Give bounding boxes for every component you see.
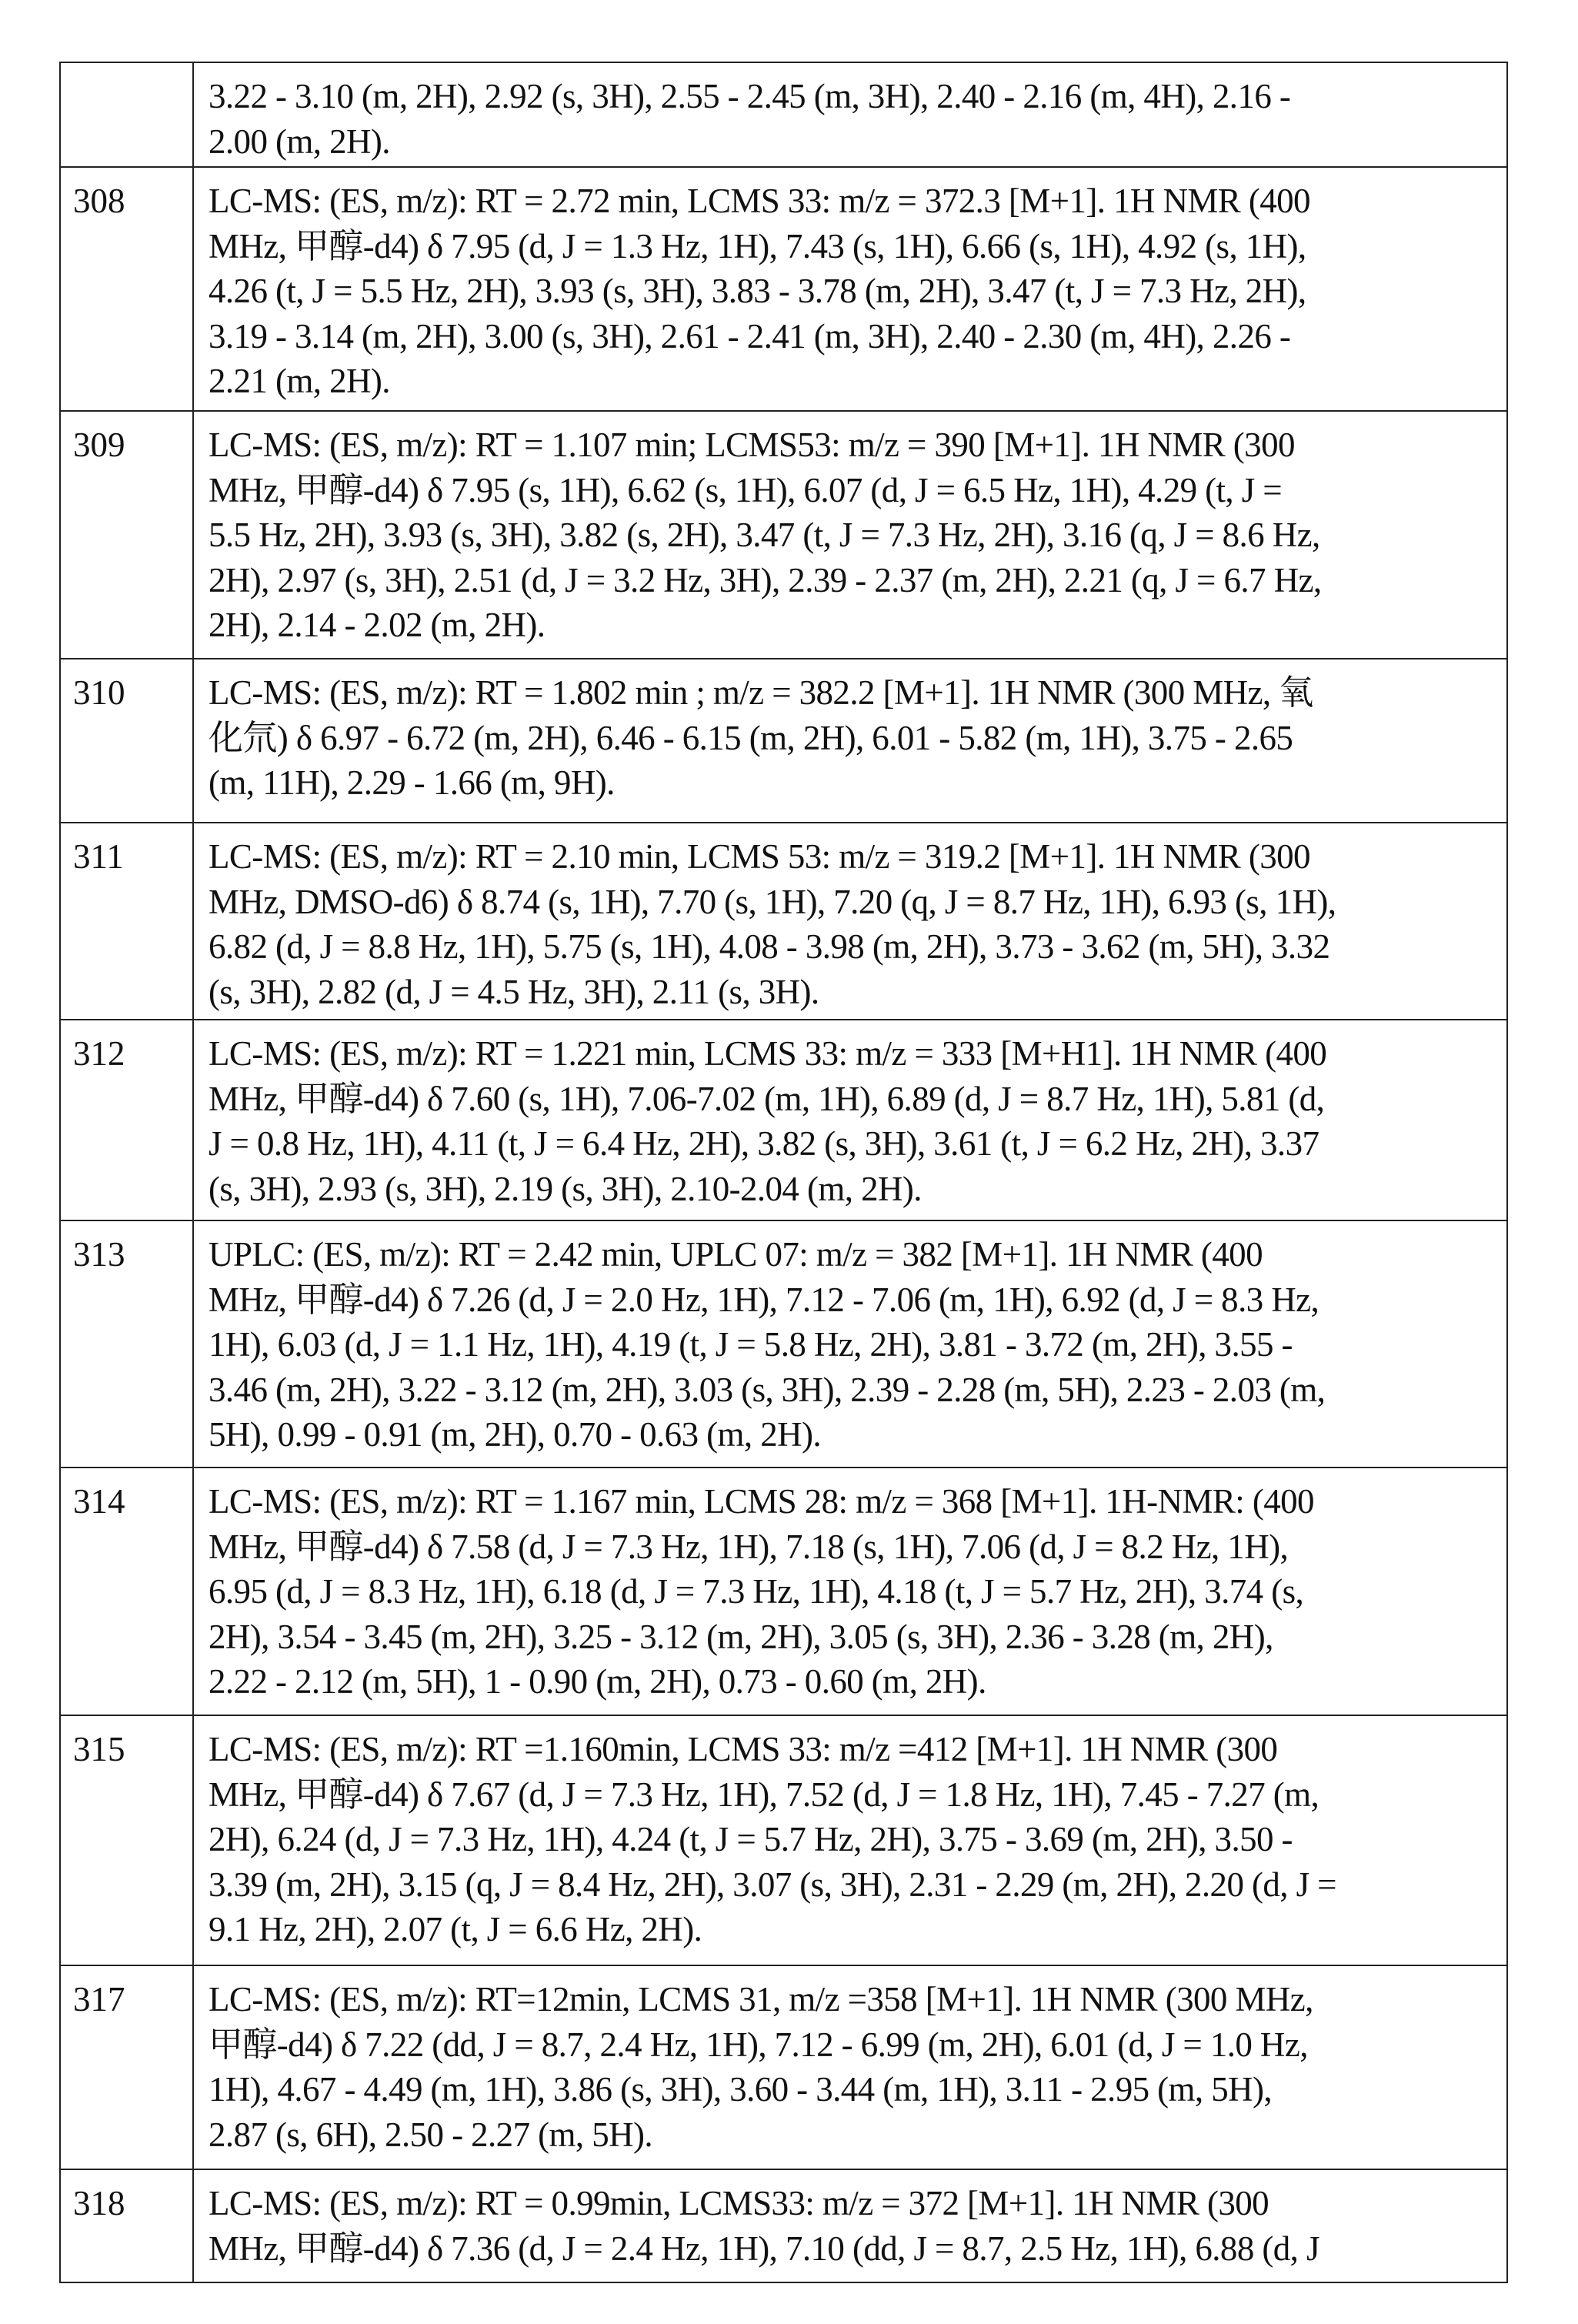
text-line: 5.5 Hz, 2H), 3.93 (s, 3H), 3.82 (s, 2H), 3.47 (t, J = 7.3 Hz, 2H), 3.16 (q, J = 8.6 Hz, <box>209 513 1499 558</box>
text-line: MHz, 甲醇-d4) δ 7.95 (d, J = 1.3 Hz, 1H), 7.43 (s, 1H), 6.66 (s, 1H), 4.92 (s, 1H), <box>209 224 1499 269</box>
compound-number: 317 <box>60 1965 193 2169</box>
table-body <box>60 62 1507 2282</box>
text-line: LC-MS: (ES, m/z): RT = 1.802 min ; m/z = 382.2 [M+1]. 1H NMR (300 MHz, 氧 <box>209 670 1499 716</box>
compound-number: 310 <box>60 659 193 823</box>
table-row <box>60 167 1507 411</box>
text-line: 2.22 - 2.12 (m, 5H), 1 - 0.90 (m, 2H), 0.73 - 0.60 (m, 2H). <box>209 1659 1499 1705</box>
text-line: MHz, 甲醇-d4) δ 7.36 (d, J = 2.4 Hz, 1H), 7.10 (dd, J = 8.7, 2.5 Hz, 1H), 6.88 (d, J <box>209 2226 1499 2272</box>
analytical-data-cell <box>193 1965 1507 2169</box>
analytical-data-cell <box>193 411 1507 659</box>
text-line: 6.82 (d, J = 8.8 Hz, 1H), 5.75 (s, 1H), 4.08 - 3.98 (m, 2H), 3.73 - 3.62 (m, 5H), 3.32 <box>209 924 1499 970</box>
text-line: 化氘) δ 6.97 - 6.72 (m, 2H), 6.46 - 6.15 (m, 2H), 6.01 - 5.82 (m, 1H), 3.75 - 2.65 <box>209 716 1499 761</box>
text-line: 2H), 2.14 - 2.02 (m, 2H). <box>209 603 1499 648</box>
analytical-data-cell <box>193 62 1507 167</box>
analytical-data-cell <box>193 1715 1507 1965</box>
compound-number: 315 <box>60 1715 193 1965</box>
analytical-data-cell <box>193 2169 1507 2282</box>
text-line: 3.19 - 3.14 (m, 2H), 3.00 (s, 3H), 2.61 - 2.41 (m, 3H), 2.40 - 2.30 (m, 4H), 2.26 - <box>209 314 1499 359</box>
text-line: LC-MS: (ES, m/z): RT=12min, LCMS 31, m/z =358 [M+1]. 1H NMR (300 MHz, <box>209 1977 1499 2022</box>
text-line: 3.46 (m, 2H), 3.22 - 3.12 (m, 2H), 3.03 (s, 3H), 2.39 - 2.28 (m, 5H), 2.23 - 2.03 (m, <box>209 1367 1499 1413</box>
analytical-data-cell <box>193 167 1507 411</box>
text-line: MHz, DMSO-d6) δ 8.74 (s, 1H), 7.70 (s, 1H), 7.20 (q, J = 8.7 Hz, 1H), 6.93 (s, 1H), <box>209 880 1499 925</box>
compound-number: 311 <box>60 823 193 1020</box>
text-line: LC-MS: (ES, m/z): RT = 2.10 min, LCMS 53: m/z = 319.2 [M+1]. 1H NMR (300 <box>209 834 1499 880</box>
table-row <box>60 1468 1507 1715</box>
text-line: 3.22 - 3.10 (m, 2H), 2.92 (s, 3H), 2.55 - 2.45 (m, 3H), 2.40 - 2.16 (m, 4H), 2.16 - <box>209 74 1499 119</box>
analytical-data-cell <box>193 1468 1507 1715</box>
text-line: 9.1 Hz, 2H), 2.07 (t, J = 6.6 Hz, 2H). <box>209 1907 1499 1952</box>
text-line: 2.00 (m, 2H). <box>209 119 1499 165</box>
text-line: 2H), 2.97 (s, 3H), 2.51 (d, J = 3.2 Hz, 3H), 2.39 - 2.37 (m, 2H), 2.21 (q, J = 6.7 Hz, <box>209 558 1499 603</box>
table-row <box>60 62 1507 167</box>
text-line: LC-MS: (ES, m/z): RT =1.160min, LCMS 33: m/z =412 [M+1]. 1H NMR (300 <box>209 1727 1499 1772</box>
compound-number: 312 <box>60 1020 193 1220</box>
text-line: LC-MS: (ES, m/z): RT = 2.72 min, LCMS 33: m/z = 372.3 [M+1]. 1H NMR (400 <box>209 179 1499 224</box>
text-line: MHz, 甲醇-d4) δ 7.26 (d, J = 2.0 Hz, 1H), 7.12 - 7.06 (m, 1H), 6.92 (d, J = 8.3 Hz, <box>209 1277 1499 1323</box>
compound-number: 313 <box>60 1220 193 1468</box>
compound-number: 318 <box>60 2169 193 2282</box>
analytical-data-cell <box>193 1220 1507 1468</box>
compound-number: 314 <box>60 1468 193 1715</box>
text-line: LC-MS: (ES, m/z): RT = 0.99min, LCMS33: m/z = 372 [M+1]. 1H NMR (300 <box>209 2181 1499 2226</box>
text-line: 5H), 0.99 - 0.91 (m, 2H), 0.70 - 0.63 (m, 2H). <box>209 1412 1499 1458</box>
table-row <box>60 1965 1507 2169</box>
text-line: 1H), 4.67 - 4.49 (m, 1H), 3.86 (s, 3H), 3.60 - 3.44 (m, 1H), 3.11 - 2.95 (m, 5H), <box>209 2067 1499 2112</box>
table-row <box>60 1020 1507 1220</box>
text-line: 3.39 (m, 2H), 3.15 (q, J = 8.4 Hz, 2H), 3.07 (s, 3H), 2.31 - 2.29 (m, 2H), 2.20 (d, J = <box>209 1862 1499 1908</box>
text-line: MHz, 甲醇-d4) δ 7.60 (s, 1H), 7.06-7.02 (m, 1H), 6.89 (d, J = 8.7 Hz, 1H), 5.81 (d, <box>209 1077 1499 1122</box>
text-line: 2H), 6.24 (d, J = 7.3 Hz, 1H), 4.24 (t, J = 5.7 Hz, 2H), 3.75 - 3.69 (m, 2H), 3.50 - <box>209 1817 1499 1862</box>
nmr-data-table <box>59 62 1508 2283</box>
table-row <box>60 411 1507 659</box>
text-line: (s, 3H), 2.82 (d, J = 4.5 Hz, 3H), 2.11 (s, 3H). <box>209 970 1499 1015</box>
text-line: 6.95 (d, J = 8.3 Hz, 1H), 6.18 (d, J = 7.3 Hz, 1H), 4.18 (t, J = 5.7 Hz, 2H), 3.74 (s, <box>209 1569 1499 1614</box>
text-line: 2H), 3.54 - 3.45 (m, 2H), 3.25 - 3.12 (m, 2H), 3.05 (s, 3H), 2.36 - 3.28 (m, 2H), <box>209 1614 1499 1660</box>
text-line: MHz, 甲醇-d4) δ 7.58 (d, J = 7.3 Hz, 1H), 7.18 (s, 1H), 7.06 (d, J = 8.2 Hz, 1H), <box>209 1524 1499 1570</box>
table-row <box>60 659 1507 823</box>
table-row <box>60 1715 1507 1965</box>
text-line: LC-MS: (ES, m/z): RT = 1.167 min, LCMS 28: m/z = 368 [M+1]. 1H-NMR: (400 <box>209 1479 1499 1524</box>
text-line: J = 0.8 Hz, 1H), 4.11 (t, J = 6.4 Hz, 2H), 3.82 (s, 3H), 3.61 (t, J = 6.2 Hz, 2H), 3.37 <box>209 1121 1499 1167</box>
text-line: (s, 3H), 2.93 (s, 3H), 2.19 (s, 3H), 2.10-2.04 (m, 2H). <box>209 1167 1499 1212</box>
text-line: 2.87 (s, 6H), 2.50 - 2.27 (m, 5H). <box>209 2112 1499 2158</box>
text-line: UPLC: (ES, m/z): RT = 2.42 min, UPLC 07: m/z = 382 [M+1]. 1H NMR (400 <box>209 1232 1499 1277</box>
table-row <box>60 823 1507 1020</box>
text-line: MHz, 甲醇-d4) δ 7.95 (s, 1H), 6.62 (s, 1H), 6.07 (d, J = 6.5 Hz, 1H), 4.29 (t, J = <box>209 468 1499 513</box>
compound-number: 309 <box>60 411 193 659</box>
text-line: MHz, 甲醇-d4) δ 7.67 (d, J = 7.3 Hz, 1H), 7.52 (d, J = 1.8 Hz, 1H), 7.45 - 7.27 (m, <box>209 1772 1499 1818</box>
table-row <box>60 2169 1507 2282</box>
table-row <box>60 1220 1507 1468</box>
analytical-data-cell <box>193 659 1507 823</box>
text-line: (m, 11H), 2.29 - 1.66 (m, 9H). <box>209 760 1499 806</box>
compound-number: 308 <box>60 167 193 411</box>
compound-number <box>60 62 193 167</box>
text-line: 1H), 6.03 (d, J = 1.1 Hz, 1H), 4.19 (t, J = 5.8 Hz, 2H), 3.81 - 3.72 (m, 2H), 3.55 - <box>209 1322 1499 1367</box>
text-line: 4.26 (t, J = 5.5 Hz, 2H), 3.93 (s, 3H), 3.83 - 3.78 (m, 2H), 3.47 (t, J = 7.3 Hz, 2H), <box>209 269 1499 314</box>
text-line: 2.21 (m, 2H). <box>209 359 1499 404</box>
text-line: LC-MS: (ES, m/z): RT = 1.221 min, LCMS 33: m/z = 333 [M+H1]. 1H NMR (400 <box>209 1031 1499 1077</box>
analytical-data-cell <box>193 1020 1507 1220</box>
text-line: LC-MS: (ES, m/z): RT = 1.107 min; LCMS53: m/z = 390 [M+1]. 1H NMR (300 <box>209 422 1499 468</box>
text-line: 甲醇-d4) δ 7.22 (dd, J = 8.7, 2.4 Hz, 1H), 7.12 - 6.99 (m, 2H), 6.01 (d, J = 1.0 Hz, <box>209 2022 1499 2068</box>
analytical-data-cell <box>193 823 1507 1020</box>
